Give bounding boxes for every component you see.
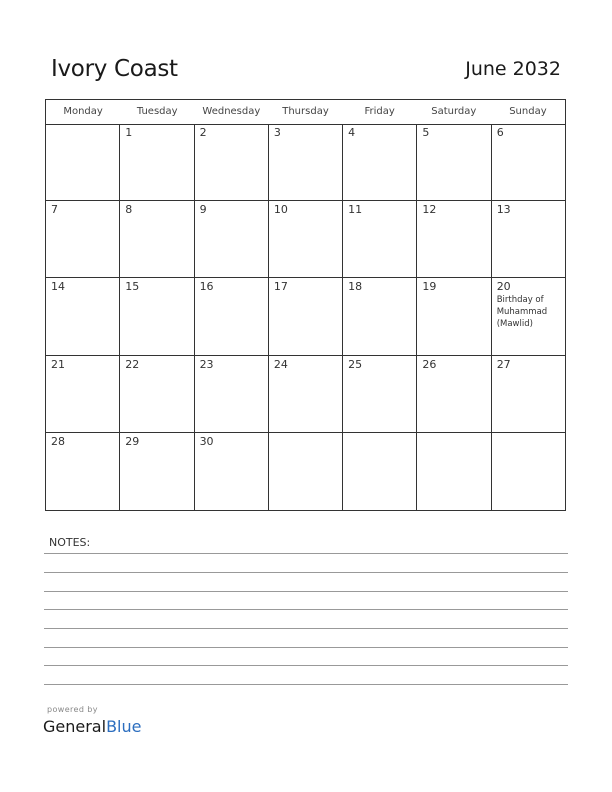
day-number: 30 bbox=[199, 434, 214, 448]
day-number: 20 bbox=[496, 280, 511, 294]
day-number: 17 bbox=[273, 280, 288, 294]
day-number: 4 bbox=[348, 126, 356, 139]
calendar-grid bbox=[45, 99, 566, 511]
calendar-day-cell[interactable] bbox=[343, 278, 417, 354]
holiday-label: Birthday of bbox=[496, 295, 544, 306]
day-number: 26 bbox=[422, 357, 437, 371]
brand-blue: Blue bbox=[106, 717, 142, 736]
day-number: 1 bbox=[125, 126, 133, 139]
calendar-day-cell[interactable] bbox=[343, 433, 417, 510]
calendar-day-cell[interactable] bbox=[195, 124, 269, 200]
weekday-label: Monday bbox=[63, 106, 103, 117]
weekday-label: Saturday bbox=[431, 106, 477, 117]
calendar-day-cell[interactable] bbox=[46, 201, 120, 277]
notes-line bbox=[44, 572, 568, 573]
calendar-week-row bbox=[46, 124, 565, 201]
day-number: 10 bbox=[273, 203, 288, 217]
calendar-day-cell[interactable] bbox=[46, 278, 120, 354]
calendar-day-cell[interactable] bbox=[195, 201, 269, 277]
day-number: 8 bbox=[125, 203, 133, 217]
weekday-label: Wednesday bbox=[202, 106, 261, 117]
day-number: 16 bbox=[199, 280, 214, 294]
notes-line bbox=[44, 684, 568, 685]
calendar-day-cell[interactable] bbox=[120, 433, 194, 510]
day-number: 21 bbox=[51, 357, 65, 371]
day-number: 11 bbox=[348, 203, 363, 217]
calendar-day-cell[interactable] bbox=[343, 124, 417, 200]
day-number: 2 bbox=[199, 126, 207, 139]
day-number: 13 bbox=[496, 203, 511, 217]
calendar-week-row bbox=[46, 433, 565, 510]
day-number: 9 bbox=[199, 203, 207, 217]
calendar-day-cell[interactable] bbox=[195, 278, 269, 354]
notes-line bbox=[44, 628, 568, 629]
day-number: 25 bbox=[348, 357, 363, 371]
day-number: 15 bbox=[125, 280, 140, 294]
calendar-day-cell[interactable] bbox=[269, 124, 343, 200]
day-number: 3 bbox=[273, 126, 281, 139]
notes-line bbox=[44, 591, 568, 592]
calendar-day-cell[interactable] bbox=[343, 356, 417, 432]
day-number: 29 bbox=[125, 434, 140, 448]
day-number: 28 bbox=[51, 434, 65, 448]
notes-line bbox=[44, 553, 568, 554]
weekday-label: Thursday bbox=[282, 106, 329, 117]
calendar-month-title: June 2032 bbox=[465, 58, 561, 80]
calendar-week-row bbox=[46, 278, 565, 355]
day-number: 5 bbox=[422, 126, 430, 139]
brand-logo[interactable] bbox=[43, 717, 141, 736]
calendar-day-cell[interactable] bbox=[492, 278, 565, 354]
calendar-day-cell[interactable] bbox=[46, 356, 120, 432]
calendar-day-cell[interactable] bbox=[120, 124, 194, 200]
day-number: 14 bbox=[51, 280, 65, 294]
calendar-day-cell[interactable] bbox=[417, 124, 491, 200]
calendar-day-cell[interactable] bbox=[269, 356, 343, 432]
calendar-day-cell[interactable] bbox=[195, 356, 269, 432]
day-number: 12 bbox=[422, 203, 437, 217]
powered-by-text: powered by bbox=[47, 705, 98, 714]
calendar-day-cell[interactable] bbox=[492, 201, 565, 277]
day-number: 18 bbox=[348, 280, 363, 294]
calendar-day-cell[interactable] bbox=[417, 278, 491, 354]
calendar-day-cell[interactable] bbox=[269, 433, 343, 510]
day-number: 7 bbox=[51, 203, 58, 217]
calendar-day-cell[interactable] bbox=[46, 433, 120, 510]
notes-line bbox=[44, 665, 568, 666]
notes-line bbox=[44, 609, 568, 610]
brand-general: General bbox=[43, 717, 107, 736]
calendar-day-cell[interactable] bbox=[269, 201, 343, 277]
day-number: 24 bbox=[273, 357, 288, 371]
calendar-day-cell[interactable] bbox=[120, 201, 194, 277]
calendar-day-cell[interactable] bbox=[269, 278, 343, 354]
calendar-day-cell[interactable] bbox=[417, 356, 491, 432]
calendar-week-row bbox=[46, 356, 565, 433]
weekday-label: Sunday bbox=[509, 106, 547, 117]
calendar-day-cell[interactable] bbox=[120, 278, 194, 354]
calendar-day-cell[interactable] bbox=[195, 433, 269, 510]
day-number: 23 bbox=[199, 357, 214, 371]
calendar-day-cell[interactable] bbox=[46, 124, 120, 200]
calendar-day-cell[interactable] bbox=[492, 356, 565, 432]
calendar-day-cell[interactable] bbox=[492, 124, 565, 200]
calendar-day-cell[interactable] bbox=[417, 201, 491, 277]
calendar-weeks bbox=[46, 124, 565, 510]
weekday-label: Tuesday bbox=[136, 106, 178, 117]
holiday-label: (Mawlid) bbox=[496, 319, 533, 330]
notes-label: NOTES: bbox=[49, 536, 91, 549]
calendar-day-cell[interactable] bbox=[417, 433, 491, 510]
holiday-label: Muhammad bbox=[496, 307, 548, 318]
day-number: 22 bbox=[125, 357, 140, 371]
day-number: 19 bbox=[422, 280, 437, 294]
notes-line bbox=[44, 647, 568, 648]
weekday-header bbox=[46, 100, 565, 125]
calendar-day-cell[interactable] bbox=[120, 356, 194, 432]
day-number: 6 bbox=[496, 126, 504, 139]
day-number: 27 bbox=[496, 357, 511, 371]
calendar-day-cell[interactable] bbox=[492, 433, 565, 510]
calendar-day-cell[interactable] bbox=[343, 201, 417, 277]
calendar-week-row bbox=[46, 201, 565, 278]
calendar-country-title: Ivory Coast bbox=[51, 56, 178, 82]
weekday-label: Friday bbox=[364, 106, 395, 117]
